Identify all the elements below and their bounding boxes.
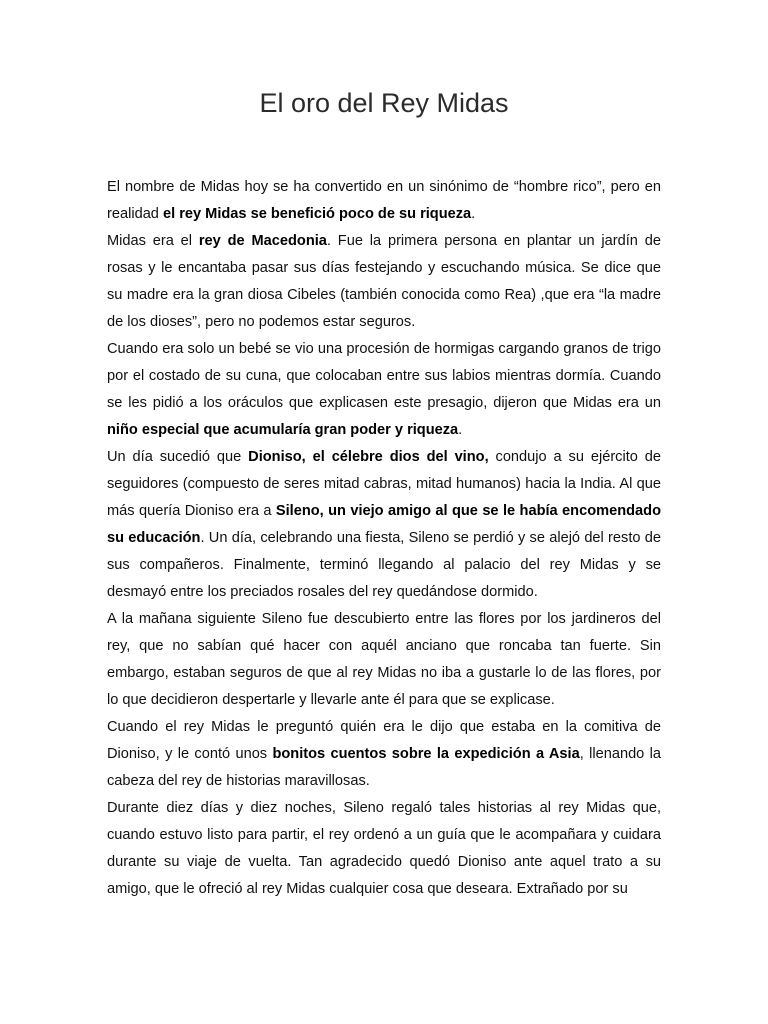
bold-run: Dioniso, el célebre dios del vino,: [248, 449, 489, 465]
text-run: Cuando era solo un bebé se vio una procesión de hormigas cargando granos de trigo por el costado de su cuna, que colocaban entre sus labios mientras dormía. Cuando se les pidió a los oráculos que explicasen este presagio, dijeron que Midas era un: [107, 341, 661, 411]
text-run: . Un día, celebrando una fiesta, Sileno se perdió y se alejó del resto de sus compañeros. Finalmente, terminó llegando al palacio del rey Midas y se desmayó entre los preciados rosales del rey quedándose dormido.: [107, 530, 662, 600]
document-title: El oro del Rey Midas: [259, 88, 509, 118]
text-run: A la mañana siguiente Sileno fue descubierto entre las flores por los jardineros del rey, que no sabían qué hacer con aquél anciano que roncaba tan fuerte. Sin embargo, estaban seguros de que al rey Midas no iba a gustarle lo de las flores, por lo que decidieron despertarle y llevarle ante él para que se explicase.: [107, 611, 661, 708]
text-run: Midas era el: [107, 233, 199, 249]
text-run: , llenando la cabeza del rey de historias maravillosas.: [107, 746, 662, 789]
paragraph-2: [107, 228, 661, 336]
text-run: . Fue la primera persona en plantar un jardín de rosas y le encantaba pasar sus días festejando y escuchando música. Se dice que su madre era la gran diosa Cibeles (también conocida como Rea) ,que era “la madre de los dioses”, pero no podemos estar seguros.: [107, 233, 661, 330]
text-run: Durante diez días y diez noches, Sileno regaló tales historias al rey Midas que, cuando estuvo listo para partir, el rey ordenó a un guía que le acompañara y cuidara durante su viaje de vuelta. Tan agradecido quedó Dioniso ante aquel trato a su amigo, que le ofreció al rey Midas cualquier cosa que deseara. Extrañado por su: [107, 800, 661, 897]
paragraph-3: [107, 336, 661, 444]
paragraph-7: [107, 795, 661, 903]
text-run: condujo a su ejército de seguidores (compuesto de seres mitad cabras, mitad humanos) hacia la India. Al que más quería Dioniso era a: [107, 449, 662, 519]
paragraph-5: [107, 606, 661, 714]
bold-run: niño especial que acumularía gran poder y riqueza: [107, 422, 459, 438]
bold-run: Sileno, un viejo amigo al que se le había encomendado su educación: [107, 503, 661, 546]
paragraph-1: [107, 174, 661, 228]
bold-run: rey de Macedonia: [198, 233, 327, 249]
text-run: .: [471, 206, 476, 222]
paragraph-4: [107, 444, 661, 606]
text-run: .: [458, 422, 463, 438]
bold-run: bonitos cuentos sobre la expedición a Asia: [272, 746, 580, 762]
text-run: El nombre de Midas hoy se ha convertido en un sinónimo de “hombre rico”, pero en realidad: [107, 179, 661, 222]
bold-run: el rey Midas se benefició poco de su riqueza: [162, 206, 472, 222]
text-run: Cuando el rey Midas le preguntó quién era le dijo que estaba en la comitiva de Dioniso, y le contó unos: [107, 719, 661, 762]
text-run: Un día sucedió que: [107, 449, 249, 465]
document-body: [107, 174, 661, 903]
paragraph-6: [107, 714, 661, 795]
